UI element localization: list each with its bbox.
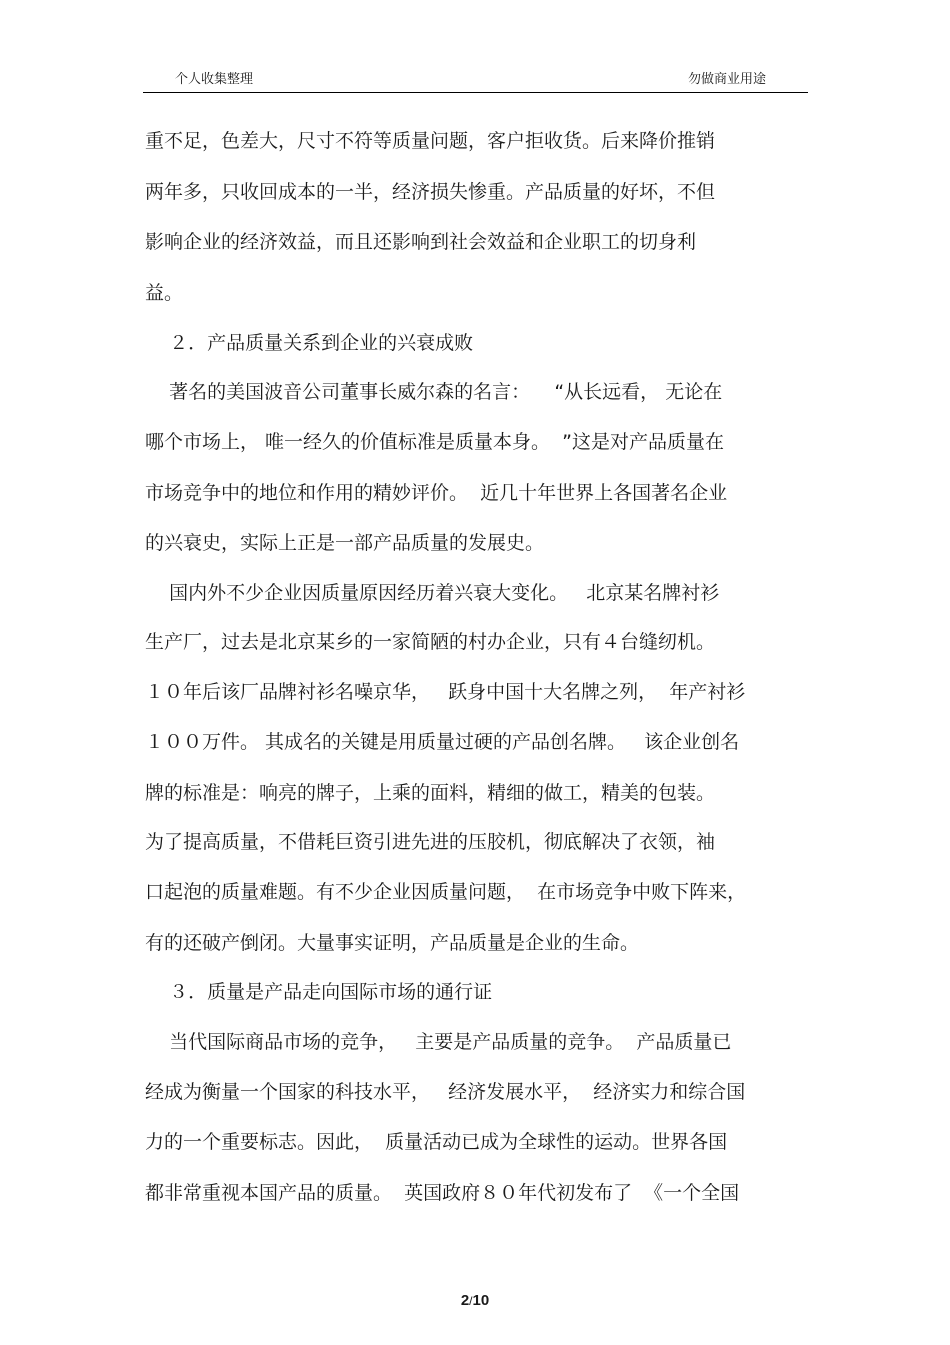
text-line: 市场竞争中的地位和作用的精妙评价。 近几十年世界上各国著名企业	[145, 482, 728, 504]
text-line: 口起泡的质量难题。有不少企业因质量问题， 在市场竞争中败下阵来，	[145, 881, 747, 903]
text-line: 两年多，只收回成本的一半，经济损失惨重。产品质量的好坏，不但	[145, 181, 716, 203]
text-line: 力的一个重要标志。因此， 质量活动已成为全球性的运动。世界各国	[145, 1131, 728, 1153]
section-heading-3: ３．质量是产品走向国际市场的通行证	[145, 981, 493, 1003]
text-line: 都非常重视本国产品的质量。 英国政府８０年代初发布了 《一个全国	[145, 1182, 740, 1204]
section-heading-2: ２．产品质量关系到企业的兴衰成败	[145, 332, 474, 354]
text-line: 国内外不少企业因质量原因经历着兴衰大变化。 北京某名牌衬衫	[145, 582, 720, 604]
text-line: 牌的标准是：响亮的牌子，上乘的面料，精细的做工，精美的包装。	[145, 782, 716, 804]
text-line: 的兴衰史，实际上正是一部产品质量的发展史。	[145, 532, 545, 554]
text-line: 为了提高质量，不借耗巨资引进先进的压胶机，彻底解决了衣领，袖	[145, 831, 716, 853]
page-header	[143, 66, 808, 93]
text-line: 益。	[145, 282, 184, 304]
page-separator: /	[469, 1294, 473, 1308]
page-number	[0, 1292, 950, 1309]
text-line: 当代国际商品市场的竞争， 主要是产品质量的竞争。 产品质量已	[145, 1031, 732, 1053]
header-left-text: 个人收集整理	[175, 72, 254, 87]
current-page: 2	[460, 1292, 470, 1309]
text-line: 有的还破产倒闭。大量事实证明，产品质量是企业的生命。	[145, 932, 640, 954]
text-line: １００万件。 其成名的关键是用质量过硬的产品创名牌。 该企业创名	[145, 731, 740, 753]
text-line: 著名的美国波音公司董事长威尔森的名言： “从长远看， 无论在	[145, 381, 723, 403]
text-line: 重不足，色差大，尺寸不符等质量问题，客户拒收货。后来降价推销	[145, 130, 716, 152]
text-line: 经成为衡量一个国家的科技水平， 经济发展水平， 经济实力和综合国	[145, 1081, 746, 1103]
header-right-text: 勿做商业用途	[687, 72, 766, 87]
text-line: 影响企业的经济效益，而且还影响到社会效益和企业职工的切身利	[145, 231, 697, 253]
text-line: １０年后该厂品牌衬衫名噪京华， 跃身中国十大名牌之列， 年产衬衫	[145, 681, 746, 703]
text-line: 哪个市场上， 唯一经久的价值标准是质量本身。 ”这是对产品质量在	[145, 431, 724, 453]
text-line: 生产厂，过去是北京某乡的一家简陋的村办企业，只有４台缝纫机。	[145, 631, 716, 653]
total-pages: 10	[472, 1292, 490, 1309]
